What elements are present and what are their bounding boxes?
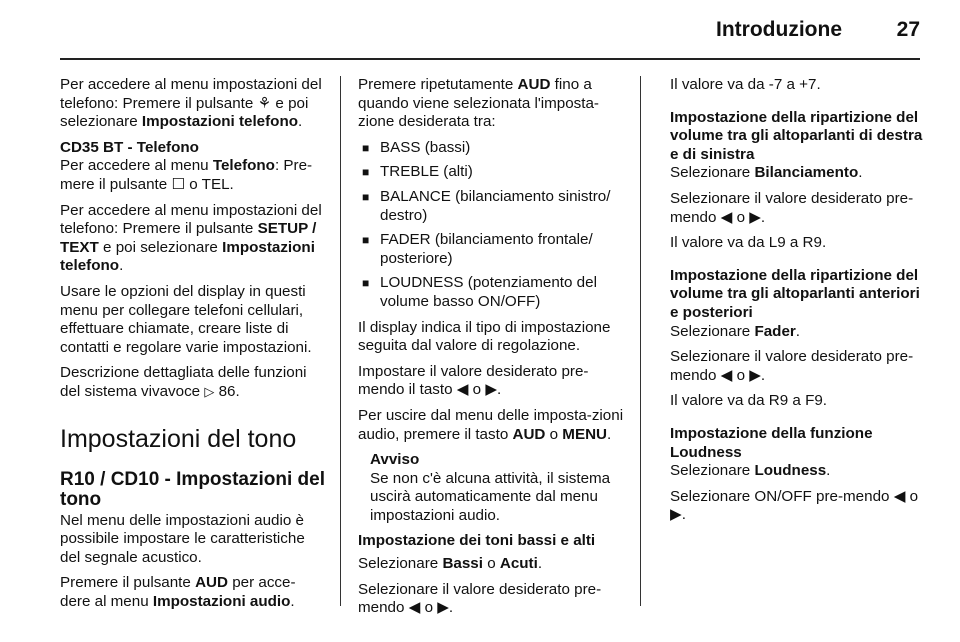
text: Per accedere al menu (60, 157, 213, 175)
page-title: Introduzione (716, 18, 842, 41)
note-box (370, 451, 626, 525)
text: : Pre-mere il pulsante (60, 157, 313, 193)
paragraph: Il valore va da -7 a +7. (670, 76, 821, 93)
paragraph (60, 76, 325, 132)
text: Selezionare il valore desiderato pre-mendo (670, 189, 914, 226)
text: fino a quando viene selezionata l'imposta-zione desiderata tra: (358, 76, 599, 131)
text: . (448, 599, 454, 617)
bold-term: Impostazioni telefono (141, 113, 299, 131)
bold-term: AUD (512, 425, 546, 443)
text: o TEL. (185, 175, 234, 193)
paragraph (670, 190, 928, 227)
text: o (545, 425, 563, 443)
page-number: 27 (896, 18, 920, 41)
text: . (497, 381, 502, 399)
subheading: Impostazione della funzione Loudness (670, 424, 873, 461)
text: . (607, 425, 612, 443)
column-divider-2 (640, 76, 641, 606)
text: . (290, 592, 295, 610)
subheading: Impostazione dei toni bassi e alti (358, 532, 596, 550)
column-3 (670, 76, 928, 532)
text: e poi selezionare (60, 94, 309, 131)
bold-term: MENU (562, 425, 608, 443)
paragraph (60, 364, 325, 401)
text: . (681, 506, 686, 524)
column-1 (60, 76, 325, 618)
header-rule (60, 58, 920, 60)
settings-list (358, 139, 626, 312)
bold-term: Loudness (754, 462, 827, 480)
paragraph (670, 462, 928, 481)
text: Impostare il valore desiderato pre-mendo il tasto (358, 362, 589, 399)
text: Premere ripetutamente (358, 76, 518, 93)
subheading: Impostazione della ripartizione del volume tra gli altoparlanti anteriori e posteriori (670, 266, 920, 321)
text: . (119, 257, 124, 275)
text: Per uscire dal menu delle imposta-zioni audio, premere il tasto (358, 406, 624, 443)
cross-reference-page[interactable]: 86. (214, 382, 240, 400)
bold-term: AUD (517, 76, 551, 93)
column-divider-1 (340, 76, 341, 606)
bold-term: AUD (195, 574, 228, 592)
text: Descrizione dettagliata delle funzioni del sistema vivavoce (60, 364, 307, 400)
text: Premere il pulsante (60, 574, 196, 592)
text: Selezionare (670, 322, 755, 340)
page-header (60, 18, 920, 48)
text: Per accedere al menu impostazioni del telefono: Premere il pulsante (60, 76, 322, 112)
paragraph: Il valore va da R9 a F9. (670, 392, 828, 410)
arrow-keys-icon: ◀ o ▶ (720, 366, 761, 384)
list-item: ■ BALANCE (bilanciamento sinistro/ destro) (358, 188, 626, 225)
paragraph (358, 76, 626, 132)
text: . (537, 555, 543, 573)
bold-term: Acuti (499, 555, 538, 573)
text: Selezionare (670, 462, 755, 480)
text: . (795, 322, 801, 340)
text: . (826, 462, 831, 480)
list-item: ■ TREBLE (alti) (358, 163, 626, 182)
subsection-heading: R10 / CD10 - Impostazioni del tono (60, 468, 325, 510)
paragraph (60, 157, 325, 194)
paragraph: Nel menu delle impostazioni audio è possibile impostare le caratteristiche del segnale acustico. (60, 511, 305, 566)
note-title: Avviso (370, 451, 420, 469)
paragraph (670, 323, 928, 342)
bold-term: Impostazioni telefono (60, 238, 315, 275)
list-item: ■ LOUDNESS (potenziamento del volume basso ON/OFF) (358, 274, 626, 311)
text: Selezionare (670, 164, 755, 182)
arrow-keys-icon: ◀ o ▶ (456, 381, 498, 399)
text: per acce-dere al menu (60, 574, 296, 610)
bold-term: Bilanciamento (754, 164, 859, 182)
text: o (482, 555, 500, 573)
arrow-keys-icon: ◀ o ▶ (670, 487, 919, 524)
text: . (760, 366, 766, 384)
text: . (298, 113, 303, 131)
text: . (760, 208, 766, 226)
bold-term: SETUP / TEXT (60, 220, 317, 256)
bold-term: Bassi (442, 555, 483, 573)
arrow-keys-icon: ◀ o ▶ (408, 599, 449, 617)
list-item: ■ BASS (bassi) (358, 139, 626, 158)
text: e poi selezionare (98, 238, 223, 256)
paragraph: Usare le opzioni del display in questi menu per collegare telefoni cellulari, effettuare chiamate, creare liste di contatti e regolare varie impostazioni. (60, 282, 312, 356)
column-2 (358, 76, 626, 625)
text: Selezionare ON/OFF pre-mendo (670, 487, 894, 505)
paragraph (358, 407, 626, 444)
note-text: Se non c'è alcuna attività, il sistema uscirà automaticamente dal menu impostazioni audio. (370, 469, 611, 524)
subheading-cd35: CD35 BT - Telefono (60, 138, 199, 156)
paragraph (358, 555, 626, 574)
paragraph: Il valore va da L9 a R9. (670, 234, 827, 252)
bold-term: Telefono (212, 157, 275, 175)
text: Selezionare il valore desiderato pre-mendo (358, 580, 602, 617)
phone-button-icon: ☐ (171, 175, 186, 193)
paragraph (670, 488, 928, 525)
paragraph (358, 363, 626, 400)
text: . (858, 164, 863, 182)
paragraph (358, 581, 626, 618)
bold-term: Impostazioni audio (152, 592, 291, 610)
list-item: ■ FADER (bilanciamento frontale/ posteriore) (358, 231, 626, 268)
paragraph (670, 348, 928, 385)
paragraph (60, 574, 325, 611)
bold-term: Fader (754, 322, 796, 340)
paragraph: Il display indica il tipo di impostazione seguita dal valore di regolazione. (358, 318, 611, 355)
text: Per accedere al menu impostazioni del telefono: Premere il pulsante (60, 201, 322, 238)
paragraph (670, 164, 928, 183)
section-heading: Impostazioni del tono (60, 424, 297, 453)
phone-icon: ⚘ (257, 94, 272, 112)
cross-reference-icon[interactable]: ▷ (204, 383, 215, 399)
text: Selezionare (358, 555, 443, 573)
subheading: Impostazione della ripartizione del volume tra gli altoparlanti di destra e di sinistra (670, 108, 923, 163)
paragraph (60, 202, 325, 276)
text: Selezionare il valore desiderato pre-mendo (670, 348, 914, 384)
arrow-keys-icon: ◀ o ▶ (720, 208, 761, 226)
